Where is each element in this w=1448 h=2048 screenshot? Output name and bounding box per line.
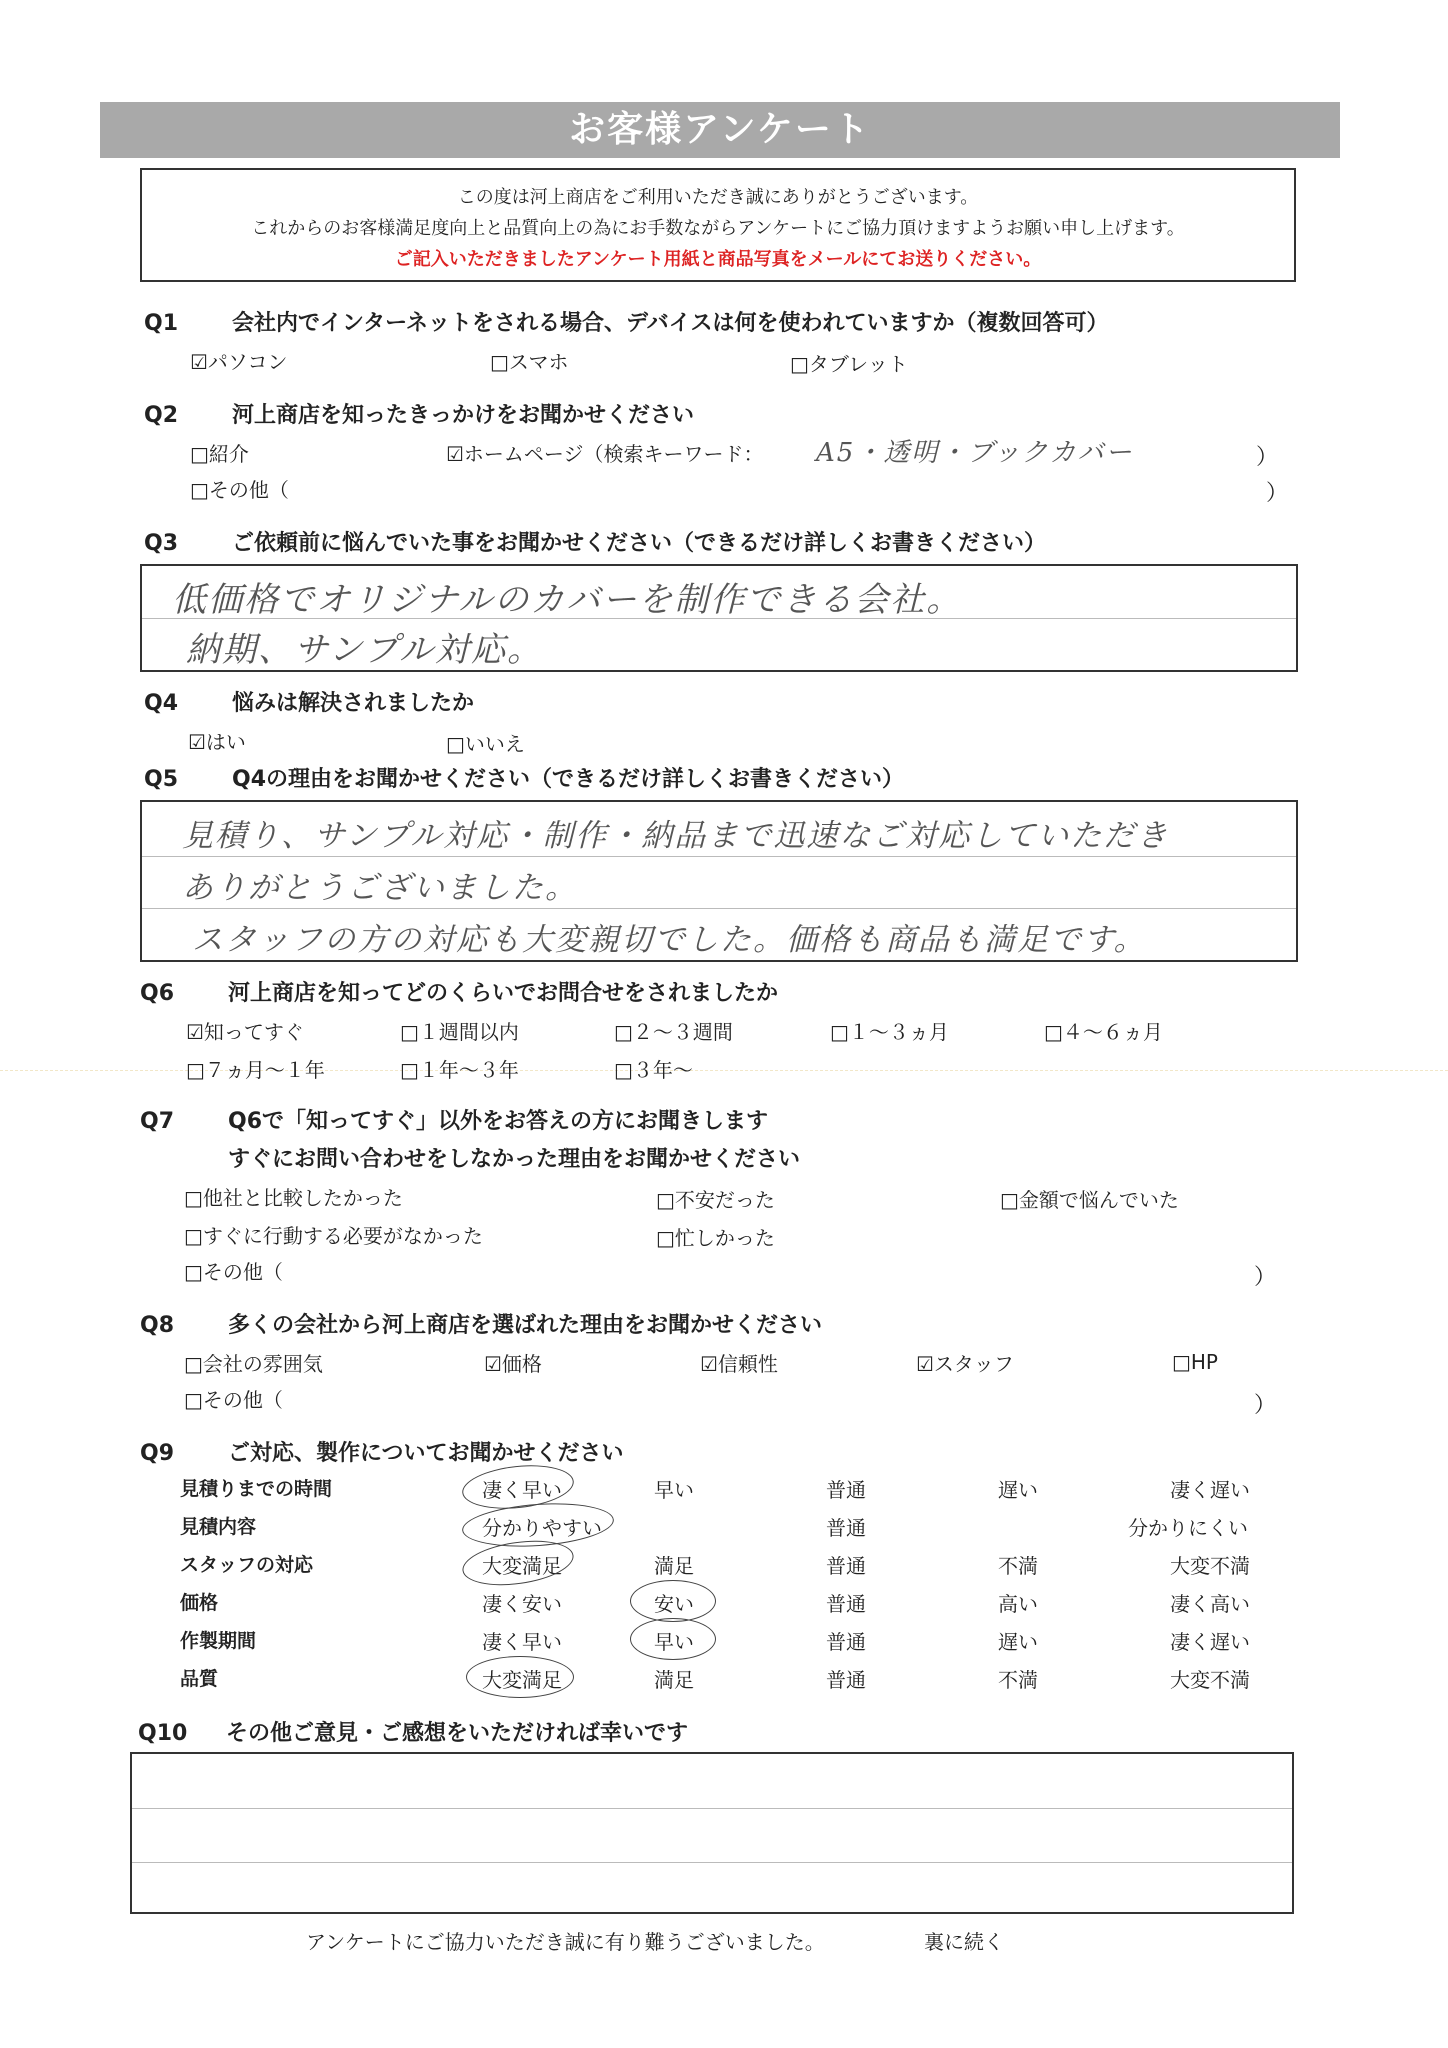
q9-staff-normal[interactable]: 普通 — [826, 1554, 866, 1578]
q8-option-reliability[interactable]: ☑信頼性 — [700, 1352, 778, 1376]
q1-number: Q1 — [144, 311, 179, 336]
q3-text: ご依頼前に悩んでいた事をお聞かせください（できるだけ詳しくお書きください） — [232, 531, 1047, 556]
intro-line-2: これからのお客様満足度向上と品質向上の為にお手数ながらアンケートにご協力頂けますようお願い申し上げます。 — [251, 218, 1185, 239]
q7-number: Q7 — [140, 1109, 175, 1134]
q7-option-anxious[interactable]: □不安だった — [656, 1188, 775, 1212]
q9-price-expensive[interactable]: 高い — [998, 1592, 1038, 1616]
intro-line-1: この度は河上商店をご利用いただき誠にありがとうございます。 — [457, 187, 979, 208]
q9-quality-dissatisfied[interactable]: 不満 — [998, 1668, 1038, 1692]
q6-option-within-week[interactable]: □１週間以内 — [400, 1020, 519, 1044]
q6-heading — [140, 976, 778, 1007]
q5-answer-box[interactable] — [140, 800, 1298, 962]
q7-option-no-need[interactable]: □すぐに行動する必要がなかった — [184, 1224, 483, 1248]
q9-quote-time-very-fast[interactable]: 凄く早い — [482, 1478, 562, 1502]
q2-keyword-close-paren: ） — [1256, 445, 1279, 470]
q9-quote-content-unclear[interactable]: 分かりにくい — [1128, 1516, 1248, 1540]
q4-option-no[interactable]: □いいえ — [446, 732, 525, 756]
q7-option-compare[interactable]: □他社と比較したかった — [184, 1186, 403, 1210]
q4-heading — [144, 686, 474, 717]
q6-option-4-6-months[interactable]: □４～６ヵ月 — [1044, 1020, 1163, 1044]
q1-option-tablet[interactable]: □タブレット — [790, 352, 908, 376]
q10-rule-2 — [132, 1862, 1292, 1863]
q9-production-very-fast[interactable]: 凄く早い — [482, 1630, 562, 1654]
q9-row-label-quote-content: 見積内容 — [180, 1516, 257, 1538]
q3-answer-box[interactable] — [140, 564, 1298, 672]
q6-option-2-3-weeks[interactable]: □２～３週間 — [614, 1020, 733, 1044]
q9-production-very-slow[interactable]: 凄く遅い — [1170, 1630, 1250, 1654]
q9-quality-very-satisfied[interactable]: 大変満足 — [482, 1668, 562, 1692]
q9-text: ご対応、製作についてお聞かせください — [228, 1441, 624, 1466]
q9-price-very-expensive[interactable]: 凄く高い — [1170, 1592, 1250, 1616]
q9-circle-price — [630, 1580, 716, 1622]
q9-quote-time-very-slow[interactable]: 凄く遅い — [1170, 1478, 1250, 1502]
q6-number: Q6 — [140, 981, 175, 1006]
q10-answer-box[interactable] — [130, 1752, 1294, 1914]
q2-option-referral[interactable]: □紹介 — [190, 442, 249, 466]
q9-staff-dissatisfied[interactable]: 不満 — [998, 1554, 1038, 1578]
q2-number: Q2 — [144, 403, 179, 428]
q5-answer-line-3: スタッフの方の対応も大変親切でした。価格も商品も満足です。 — [192, 922, 1147, 958]
intro-line-3: ご記入いただきましたアンケート用紙と商品写真をメールにてお送りください。 — [394, 249, 1042, 270]
q9-quote-content-normal[interactable]: 普通 — [826, 1516, 866, 1540]
intro-box — [140, 168, 1296, 282]
q8-text: 多くの会社から河上商店を選ばれた理由をお聞かせください — [228, 1313, 823, 1338]
q9-staff-very-satisfied[interactable]: 大変満足 — [482, 1554, 562, 1578]
q7-other-close-paren: ） — [1254, 1265, 1277, 1290]
q10-heading — [138, 1716, 688, 1747]
q2-text: 河上商店を知ったきっかけをお聞かせください — [232, 403, 695, 428]
q8-option-staff[interactable]: ☑スタッフ — [916, 1352, 1014, 1376]
q1-text: 会社内でインターネットをされる場合、デバイスは何を使われていますか（複数回答可） — [232, 311, 1109, 336]
q9-price-very-cheap[interactable]: 凄く安い — [482, 1592, 562, 1616]
q9-quality-very-dissatisfied[interactable]: 大変不満 — [1170, 1668, 1250, 1692]
q3-answer-line-1: 低価格でオリジナルのカバーを制作できる会社。 — [172, 580, 963, 620]
q9-row-label-price: 価格 — [180, 1592, 219, 1614]
q8-number: Q8 — [140, 1313, 175, 1338]
q1-option-pc[interactable]: ☑パソコン — [190, 350, 288, 374]
q9-quote-time-fast[interactable]: 早い — [654, 1478, 694, 1502]
q9-heading — [140, 1436, 624, 1467]
q7-text-2: すぐにお問い合わせをしなかった理由をお聞かせください — [228, 1147, 801, 1172]
q9-circle-quality — [466, 1656, 574, 1698]
q2-other-close-paren: ） — [1266, 481, 1289, 506]
q9-quote-time-normal[interactable]: 普通 — [826, 1478, 866, 1502]
q3-number: Q3 — [144, 531, 179, 556]
q9-quote-content-clear[interactable]: 分かりやすい — [482, 1516, 602, 1540]
footer-thanks: アンケートにご協力いただき誠に有り難うございました。 — [306, 1930, 825, 1954]
q6-option-1-3-months[interactable]: □１～３ヵ月 — [830, 1020, 949, 1044]
q8-option-hp[interactable]: □HP — [1172, 1350, 1218, 1374]
q2-heading — [144, 398, 694, 429]
q9-price-normal[interactable]: 普通 — [826, 1592, 866, 1616]
q6-text: 河上商店を知ってどのくらいでお問合せをされましたか — [228, 981, 779, 1006]
q1-heading — [144, 306, 1108, 337]
q4-option-yes[interactable]: ☑はい — [188, 730, 246, 754]
q2-keyword-handwritten: A5・透明・ブックカバー — [816, 438, 1134, 468]
q2-option-other[interactable]: □その他（ — [190, 478, 289, 502]
q6-option-3-years-plus[interactable]: □３年～ — [614, 1058, 693, 1082]
q5-number: Q5 — [144, 767, 179, 792]
q9-row-label-staff: スタッフの対応 — [180, 1554, 314, 1576]
q7-option-other[interactable]: □その他（ — [184, 1260, 283, 1284]
q9-production-slow[interactable]: 遅い — [998, 1630, 1038, 1654]
q9-staff-very-dissatisfied[interactable]: 大変不満 — [1170, 1554, 1250, 1578]
page-title: お客様アンケート — [100, 102, 1340, 158]
q7-heading — [140, 1104, 768, 1135]
q8-option-atmosphere[interactable]: □会社の雰囲気 — [184, 1352, 323, 1376]
q4-number: Q4 — [144, 691, 179, 716]
q1-option-smartphone[interactable]: □スマホ — [490, 350, 569, 374]
q10-number: Q10 — [138, 1721, 188, 1746]
q5-answer-line-1: 見積り、サンプル対応・制作・納品まで迅速なご対応していただき — [182, 818, 1170, 854]
q9-circle-production — [630, 1618, 716, 1660]
q9-price-cheap[interactable]: 安い — [654, 1592, 694, 1616]
q8-heading — [140, 1308, 822, 1339]
q10-text: その他ご意見・ご感想をいただければ幸いです — [226, 1721, 689, 1746]
footer-continue: 裏に続く — [924, 1930, 1004, 1954]
q3-heading — [144, 526, 1046, 557]
q5-answer-line-2: ありがとうございました。 — [182, 870, 578, 906]
q9-quality-normal[interactable]: 普通 — [826, 1668, 866, 1692]
q6-option-immediately[interactable]: ☑知ってすぐ — [186, 1020, 304, 1044]
q9-circle-staff — [460, 1534, 577, 1591]
q8-option-price[interactable]: ☑価格 — [484, 1352, 542, 1376]
q5-heading — [144, 762, 904, 793]
q9-quality-satisfied[interactable]: 満足 — [654, 1668, 694, 1692]
q6-option-1-3-years[interactable]: □１年～３年 — [400, 1058, 519, 1082]
q5-text: Q4の理由をお聞かせください（できるだけ詳しくお書きください） — [232, 767, 905, 792]
q9-number: Q9 — [140, 1441, 175, 1466]
q9-row-label-quality: 品質 — [180, 1668, 219, 1690]
q3-answer-line-2: 納期、サンプル対応。 — [186, 630, 543, 670]
q8-option-other[interactable]: □その他（ — [184, 1388, 283, 1412]
q5-rule-1 — [142, 856, 1296, 857]
q7-option-price-worry[interactable]: □金額で悩んでいた — [1000, 1188, 1179, 1212]
q2-option-homepage[interactable]: ☑ホームページ（検索キーワード： — [446, 442, 764, 466]
q7-text-1: Q6で「知ってすぐ」以外をお答えの方にお聞きします — [228, 1109, 769, 1134]
q10-rule-1 — [132, 1808, 1292, 1809]
q5-rule-2 — [142, 908, 1296, 909]
q7-option-busy[interactable]: □忙しかった — [656, 1226, 775, 1250]
q9-quote-time-slow[interactable]: 遅い — [998, 1478, 1038, 1502]
q9-production-normal[interactable]: 普通 — [826, 1630, 866, 1654]
q9-row-label-quote-time: 見積りまでの時間 — [180, 1478, 333, 1500]
q8-other-close-paren: ） — [1254, 1393, 1277, 1418]
q9-production-fast[interactable]: 早い — [654, 1630, 694, 1654]
q4-text: 悩みは解決されましたか — [232, 691, 475, 716]
q9-row-label-production-time: 作製期間 — [180, 1630, 257, 1652]
q6-option-7-12-months[interactable]: □７ヵ月～１年 — [186, 1058, 325, 1082]
q9-staff-satisfied[interactable]: 満足 — [654, 1554, 694, 1578]
